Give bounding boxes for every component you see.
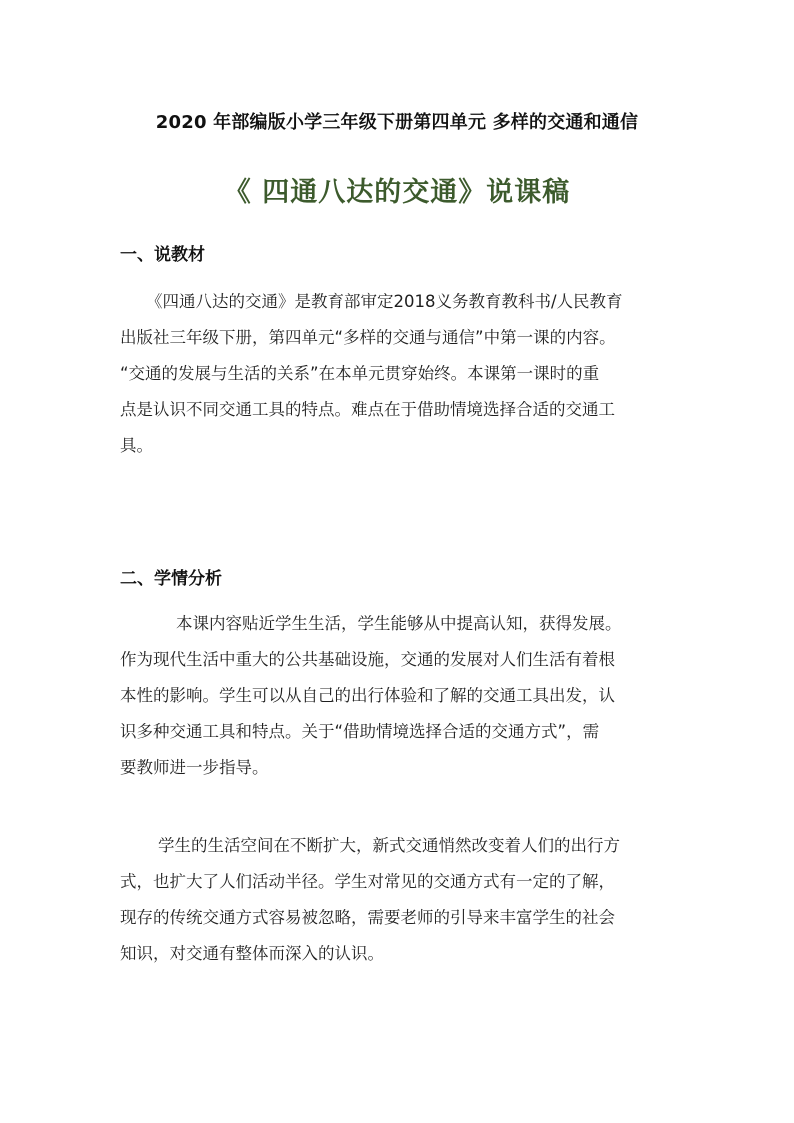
paragraph-line: 知识，对交通有整体而深入的认识。 bbox=[120, 944, 384, 963]
document-title: 《 四通八达的交通》说课稿 bbox=[223, 177, 571, 208]
paragraph-line: 作为现代生活中重大的公共基础设施，交通的发展对人们生活有着根 bbox=[120, 650, 615, 669]
section-heading-student-analysis: 二、学情分析 bbox=[120, 569, 222, 589]
section-heading-teaching-material: 一、说教材 bbox=[120, 245, 205, 265]
paragraph-student-analysis-1 bbox=[120, 606, 680, 786]
paragraph-line: 要教师进一步指导。 bbox=[120, 758, 269, 777]
paragraph-teaching-material bbox=[120, 284, 680, 464]
paragraph-line: 现存的传统交通方式容易被忽略，需要老师的引导来丰富学生的社会 bbox=[120, 908, 615, 927]
paragraph-line: 本课内容贴近学生生活，学生能够从中提高认知，获得发展。 bbox=[176, 614, 622, 633]
paragraph-line: 识多种交通工具和特点。关于“借助情境选择合适的交通方式”，需 bbox=[120, 722, 600, 741]
paragraph-line: 具。 bbox=[120, 436, 153, 455]
paragraph-line: 学生的生活空间在不断扩大，新式交通悄然改变着人们的出行方 bbox=[158, 836, 620, 855]
paragraph-line: 《四通八达的交通》是教育部审定2018义务教育教科书/人民教育 bbox=[146, 292, 623, 311]
paragraph-line: “交通的发展与生活的关系”在本单元贯穿始终。本课第一课时的重 bbox=[120, 364, 600, 383]
paragraph-line: 式，也扩大了人们活动半径。学生对常见的交通方式有一定的了解， bbox=[120, 872, 615, 891]
document-subtitle: 2020 年部编版小学三年级下册第四单元 多样的交通和通信 bbox=[155, 112, 639, 133]
paragraph-line: 出版社三年级下册，第四单元“多样的交通与通信”中第一课的内容。 bbox=[120, 328, 616, 347]
paragraph-student-analysis-2 bbox=[120, 828, 680, 972]
paragraph-line: 点是认识不同交通工具的特点。难点在于借助情境选择合适的交通工 bbox=[120, 400, 615, 419]
paragraph-line: 本性的影响。学生可以从自己的出行体验和了解的交通工具出发，认 bbox=[120, 686, 615, 705]
